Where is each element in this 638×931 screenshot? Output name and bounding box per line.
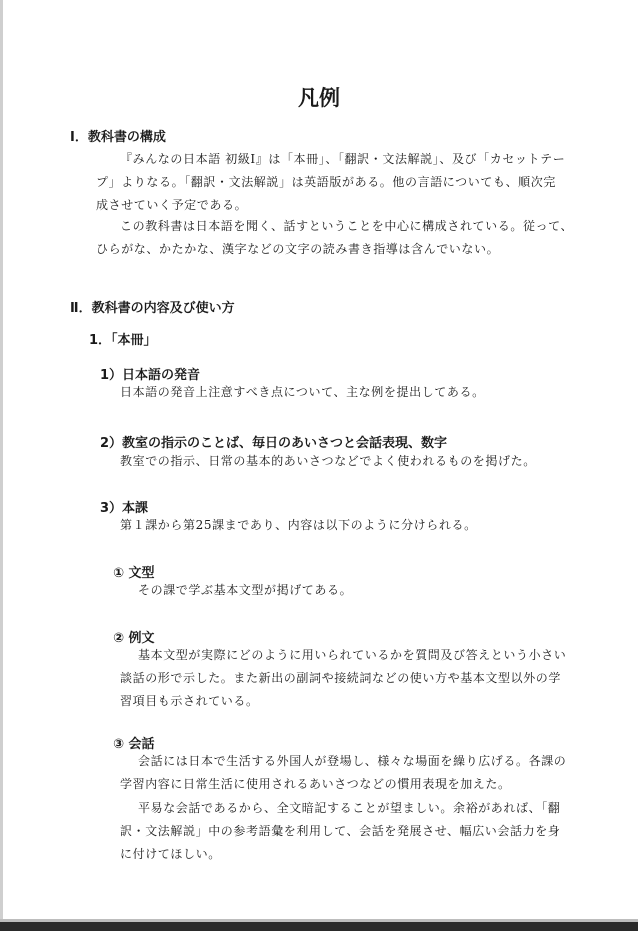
circle-item-3-para-2-line-2: 訳・文法解説」中の参考語彙を利用して、会話を発展させ、幅広い会話力を身 [120, 824, 561, 838]
scan-edge-bottom [0, 922, 638, 931]
subsection-1-heading: 1．「本冊」 [89, 333, 157, 348]
item-3-heading: 3）本課 [100, 501, 149, 516]
circle-item-3-para-2-line-1: 平易な会話であるから、全文暗記することが望ましい。余裕があれば、「翻 [138, 801, 561, 815]
circle-item-3-para-1-line-1: 会話には日本で生活する外国人が登場し、様々な場面を繰り広げる。各課の [138, 754, 567, 768]
circle-item-1-line-1: その課で学ぶ基本文型が掲げてある。 [138, 583, 353, 597]
circle-item-2-line-3: 習項目も示されている。 [120, 694, 259, 708]
section-1-para-2-line-2: ひらがな、かたかな、漢字などの文字の読み書き指導は含んでいない。 [96, 242, 500, 256]
section-1-para-1-line-1: 『みんなの日本語 初級Ⅰ』は「本冊」、「翻訳・文法解説」、及び「カセットテー [120, 152, 566, 166]
section-2-heading: Ⅱ．教科書の内容及び使い方 [70, 301, 235, 316]
section-1-para-1-line-2: プ」よりなる。「翻訳・文法解説」は英語版がある。他の言語についても、順次完 [96, 175, 556, 189]
section-1-para-1-line-3: 成させていく予定である。 [96, 198, 248, 212]
item-1-line-1: 日本語の発音上注意すべき点について、主な例を提出してある。 [120, 385, 485, 399]
circle-item-1-heading: ① 文型 [113, 566, 155, 581]
circle-item-2-line-1: 基本文型が実際にどのように用いられているかを質問及び答えという小さい [138, 648, 567, 662]
section-1-heading: Ⅰ．教科書の構成 [70, 130, 166, 145]
section-1-para-2-line-1: この教科書は日本語を聞く、話すということを中心に構成されている。従って、 [120, 219, 574, 233]
item-2-heading: 2）教室の指示のことば、毎日のあいさつと会話表現、数字 [100, 436, 448, 451]
circle-item-3-para-2-line-3: に付けてほしい。 [120, 847, 221, 861]
circle-item-2-line-2: 談話の形で示した。また新出の副詞や接続詞などの使い方や基本文型以外の学 [120, 671, 562, 685]
circle-item-3-heading: ③ 会話 [113, 737, 155, 752]
circle-item-2-heading: ② 例文 [113, 631, 155, 646]
item-3-line-1: 第１課から第25課まであり、内容は以下のように分けられる。 [120, 518, 477, 532]
circle-item-3-para-1-line-2: 学習内容に日常生活に使用されるあいさつなどの慣用表現を加えた。 [120, 777, 511, 791]
item-1-heading: 1）日本語の発音 [100, 368, 201, 383]
item-2-line-1: 教室での指示、日常の基本的あいさつなどでよく使われるものを掲げた。 [120, 454, 536, 468]
scan-edge-left [0, 0, 3, 931]
page-title: 凡例 [298, 86, 340, 110]
